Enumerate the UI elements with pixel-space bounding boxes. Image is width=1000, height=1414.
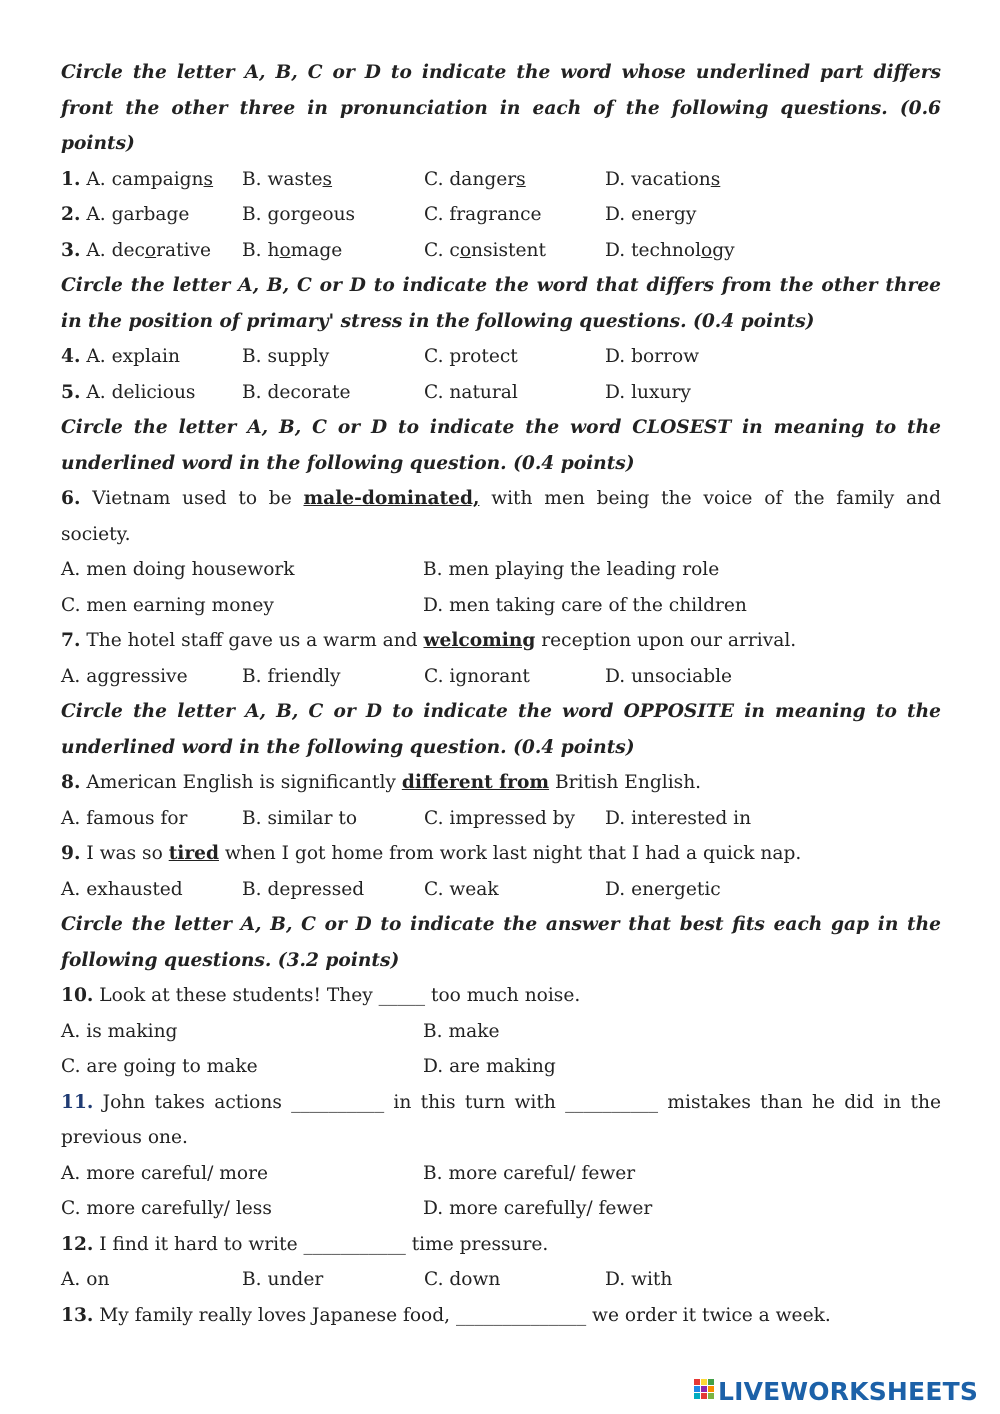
q11-option-a[interactable]: A. more careful/ more bbox=[61, 1162, 268, 1184]
q4-option-c[interactable]: C. protect bbox=[424, 346, 518, 367]
q5-option-c[interactable]: C. natural bbox=[424, 381, 518, 403]
q6-option-a[interactable]: A. men doing housework bbox=[61, 559, 295, 580]
q9-keyword: tired bbox=[168, 843, 219, 864]
question-3 bbox=[61, 233, 941, 269]
q7-option-a[interactable]: A. aggressive bbox=[61, 665, 188, 687]
section-4-instruction-line-1: Circle the letter A, B, C or D to indicate the word OPPOSITE in meaning to the bbox=[61, 701, 941, 722]
q10-option-c[interactable]: C. are going to make bbox=[61, 1056, 258, 1077]
q9-option-c[interactable]: C. weak bbox=[424, 878, 499, 900]
q9-option-d[interactable]: D. energetic bbox=[605, 878, 721, 900]
q12-option-d[interactable]: D. with bbox=[605, 1269, 673, 1290]
q7-option-c[interactable]: C. ignorant bbox=[424, 665, 530, 687]
section-5-instruction-line-1: Circle the letter A, B, C or D to indicate the answer that best fits each gap in the bbox=[61, 914, 941, 935]
q12-option-b[interactable]: B. under bbox=[242, 1269, 324, 1290]
q6-option-d[interactable]: D. men taking care of the children bbox=[423, 594, 747, 616]
question-8-stem: 8. American English is significantly different from British English. bbox=[61, 772, 702, 793]
section-5-instruction-line-2: following questions. (3.2 points) bbox=[61, 949, 400, 971]
q4-option-b[interactable]: B. supply bbox=[242, 346, 330, 367]
q1-option-a[interactable]: 1. A. campaigns bbox=[61, 168, 214, 190]
q4-option-d[interactable]: D. borrow bbox=[605, 346, 700, 367]
section-1-instruction-line-2: front the other three in pronunciation in each of the following questions. (0.6 bbox=[61, 97, 941, 119]
section-1-instruction-line-3: points) bbox=[61, 133, 135, 154]
question-10-stem: 10. Look at these students! They _____ too much noise. bbox=[61, 985, 581, 1006]
question-4 bbox=[61, 339, 941, 375]
question-9-stem: 9. I was so tired when I got home from work last night that I had a quick nap. bbox=[61, 843, 802, 864]
question-7-options bbox=[61, 659, 941, 695]
q6-option-b[interactable]: B. men playing the leading role bbox=[423, 559, 720, 580]
q1-option-d[interactable]: D. vacations bbox=[605, 168, 721, 190]
question-12-options bbox=[61, 1262, 941, 1298]
question-13-stem: 13. My family really loves Japanese food, ______________ we order it twice a week. bbox=[61, 1304, 831, 1326]
q12-option-a[interactable]: A. on bbox=[61, 1269, 110, 1290]
q3-option-b[interactable]: B. homage bbox=[242, 239, 343, 261]
question-6-stem-continued: society. bbox=[61, 523, 131, 545]
question-1 bbox=[61, 162, 941, 198]
question-8-options bbox=[61, 801, 941, 837]
question-7-stem: 7. The hotel staff gave us a warm and welcoming reception upon our arrival. bbox=[61, 630, 797, 651]
q2-option-a[interactable]: 2. A. garbage bbox=[61, 204, 190, 225]
question-9-options bbox=[61, 872, 941, 908]
q11-option-c[interactable]: C. more carefully/ less bbox=[61, 1198, 272, 1219]
q2-option-d[interactable]: D. energy bbox=[605, 204, 697, 225]
q6-keyword: male-dominated, bbox=[303, 488, 480, 509]
section-2-instruction-line-2: in the position of primary' stress in the following questions. (0.4 points) bbox=[61, 310, 815, 332]
q9-option-a[interactable]: A. exhausted bbox=[61, 878, 183, 900]
liveworksheets-brand bbox=[693, 1376, 978, 1406]
q11-option-b[interactable]: B. more careful/ fewer bbox=[423, 1162, 636, 1184]
worksheet-page bbox=[61, 55, 941, 1333]
question-11-stem: 11. John takes actions __________ in this turn with __________ mistakes than he did in the bbox=[61, 1091, 941, 1113]
q9-option-b[interactable]: B. depressed bbox=[242, 878, 365, 900]
q6-option-c[interactable]: C. men earning money bbox=[61, 594, 274, 616]
q10-option-b[interactable]: B. make bbox=[423, 1020, 500, 1042]
q1-option-b[interactable]: B. wastes bbox=[242, 168, 333, 190]
q5-option-b[interactable]: B. decorate bbox=[242, 381, 351, 403]
question-10-options-row-2 bbox=[61, 1049, 941, 1085]
question-2 bbox=[61, 197, 941, 233]
q2-option-b[interactable]: B. gorgeous bbox=[242, 204, 356, 225]
question-5 bbox=[61, 375, 941, 411]
question-6-stem: 6. Vietnam used to be male-dominated, with men being the voice of the family and bbox=[61, 488, 941, 509]
q5-option-d[interactable]: D. luxury bbox=[605, 381, 691, 403]
q7-option-d[interactable]: D. unsociable bbox=[605, 665, 733, 687]
q2-option-c[interactable]: C. fragrance bbox=[424, 204, 542, 225]
question-6-options-row-1 bbox=[61, 552, 941, 588]
q7-keyword: welcoming bbox=[423, 630, 536, 651]
q4-option-a[interactable]: 4. A. explain bbox=[61, 346, 180, 367]
question-6-options-row-2 bbox=[61, 588, 941, 624]
q3-option-c[interactable]: C. consistent bbox=[424, 239, 546, 261]
q8-option-b[interactable]: B. similar to bbox=[242, 807, 358, 829]
q3-option-a[interactable]: 3. A. decorative bbox=[61, 239, 212, 261]
question-10-options-row-1 bbox=[61, 1014, 941, 1050]
q5-option-a[interactable]: 5. A. delicious bbox=[61, 381, 196, 403]
question-11-options-row-2 bbox=[61, 1191, 941, 1227]
q8-keyword: different from bbox=[401, 772, 550, 793]
section-2-instruction-line-1: Circle the letter A, B, C or D to indicate the word that differs from the other three bbox=[61, 275, 941, 296]
q10-option-a[interactable]: A. is making bbox=[61, 1020, 178, 1042]
liveworksheets-brand-text: LIVEWORKSHEETS bbox=[718, 1376, 979, 1406]
q10-option-d[interactable]: D. are making bbox=[423, 1056, 556, 1077]
question-12-stem: 12. I find it hard to write ___________ time pressure. bbox=[61, 1233, 549, 1255]
section-1-instruction-line-1: Circle the letter A, B, C or D to indicate the word whose underlined part differs bbox=[61, 62, 941, 83]
q8-option-a[interactable]: A. famous for bbox=[61, 807, 188, 829]
question-11-options-row-1 bbox=[61, 1156, 941, 1192]
q11-option-d[interactable]: D. more carefully/ fewer bbox=[423, 1198, 653, 1219]
q12-option-c[interactable]: C. down bbox=[424, 1269, 501, 1290]
q7-option-b[interactable]: B. friendly bbox=[242, 665, 341, 687]
q1-option-c[interactable]: C. dangers bbox=[424, 168, 526, 190]
section-3-instruction-line-2: underlined word in the following question. (0.4 points) bbox=[61, 452, 635, 474]
liveworksheets-logo-icon bbox=[693, 1378, 715, 1404]
q8-option-c[interactable]: C. impressed by bbox=[424, 807, 576, 829]
section-4-instruction-line-2: underlined word in the following question. (0.4 points) bbox=[61, 736, 635, 758]
q3-option-d[interactable]: D. technology bbox=[605, 239, 735, 261]
section-3-instruction-line-1: Circle the letter A, B, C or D to indicate the word CLOSEST in meaning to the bbox=[61, 417, 941, 438]
q8-option-d[interactable]: D. interested in bbox=[605, 807, 752, 829]
question-11-stem-continued: previous one. bbox=[61, 1127, 188, 1148]
